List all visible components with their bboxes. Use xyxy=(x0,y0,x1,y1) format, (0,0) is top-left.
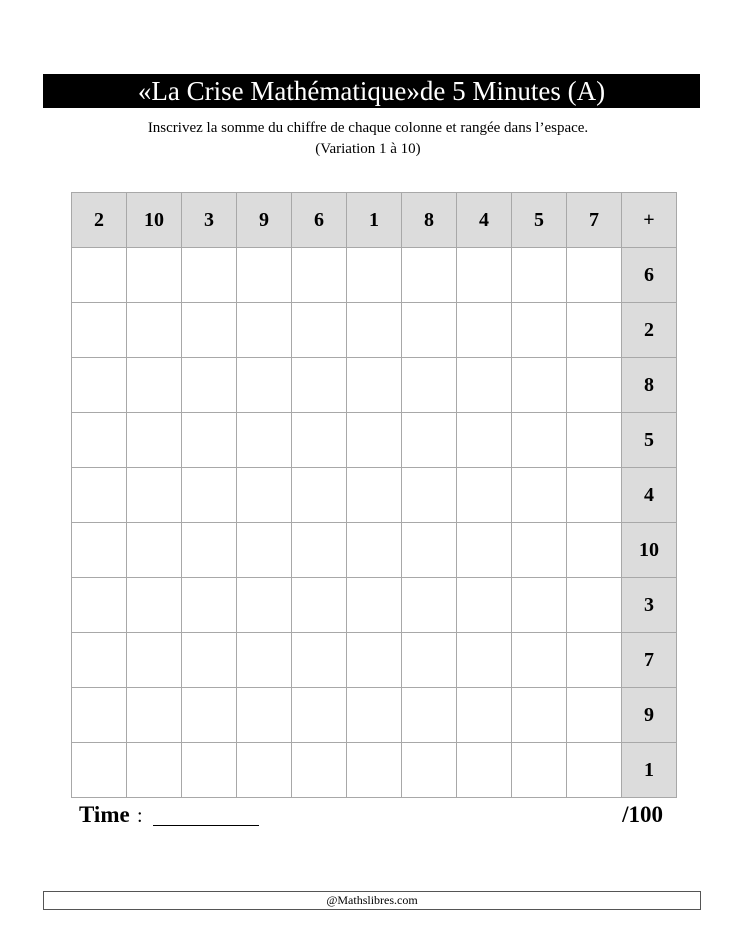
answer-cell[interactable] xyxy=(457,413,512,468)
grid-row xyxy=(72,633,677,688)
answer-cell[interactable] xyxy=(127,578,182,633)
grid-row xyxy=(72,413,677,468)
answer-cell[interactable] xyxy=(292,523,347,578)
column-header: 4 xyxy=(457,193,512,248)
answer-cell[interactable] xyxy=(182,523,237,578)
column-header: 7 xyxy=(567,193,622,248)
answer-cell[interactable] xyxy=(457,248,512,303)
answer-cell[interactable] xyxy=(237,688,292,743)
answer-cell[interactable] xyxy=(237,633,292,688)
row-header: 1 xyxy=(622,743,677,798)
answer-cell[interactable] xyxy=(182,248,237,303)
answer-cell[interactable] xyxy=(72,358,127,413)
grid-row xyxy=(72,358,677,413)
answer-cell[interactable] xyxy=(292,413,347,468)
answer-cell[interactable] xyxy=(127,523,182,578)
operator-cell: + xyxy=(622,193,677,248)
answer-cell[interactable] xyxy=(347,303,402,358)
column-header: 6 xyxy=(292,193,347,248)
answer-cell[interactable] xyxy=(457,578,512,633)
column-header: 2 xyxy=(72,193,127,248)
time-label: Time xyxy=(79,802,130,827)
answer-cell[interactable] xyxy=(127,633,182,688)
row-header: 6 xyxy=(622,248,677,303)
answer-cell[interactable] xyxy=(347,358,402,413)
footer-credit: @Mathslibres.com xyxy=(43,891,701,910)
row-header: 9 xyxy=(622,688,677,743)
grid-row xyxy=(72,523,677,578)
answer-cell[interactable] xyxy=(182,578,237,633)
answer-cell[interactable] xyxy=(402,633,457,688)
worksheet-title: «La Crise Mathématique»de 5 Minutes (A) xyxy=(43,74,700,108)
time-answer-line[interactable] xyxy=(153,825,259,826)
answer-cell[interactable] xyxy=(512,468,567,523)
answer-cell[interactable] xyxy=(292,358,347,413)
column-header: 9 xyxy=(237,193,292,248)
answer-cell[interactable] xyxy=(567,248,622,303)
answer-cell[interactable] xyxy=(457,303,512,358)
answer-cell[interactable] xyxy=(567,358,622,413)
answer-cell[interactable] xyxy=(402,743,457,798)
answer-cell[interactable] xyxy=(237,303,292,358)
answer-cell[interactable] xyxy=(292,303,347,358)
answer-cell[interactable] xyxy=(182,358,237,413)
answer-cell[interactable] xyxy=(237,743,292,798)
answer-cell[interactable] xyxy=(292,578,347,633)
grid-row xyxy=(72,303,677,358)
answer-cell[interactable] xyxy=(402,248,457,303)
answer-cell[interactable] xyxy=(292,743,347,798)
row-header: 4 xyxy=(622,468,677,523)
answer-cell[interactable] xyxy=(347,413,402,468)
answer-cell[interactable] xyxy=(182,743,237,798)
answer-cell[interactable] xyxy=(292,248,347,303)
answer-cell[interactable] xyxy=(567,523,622,578)
answer-cell[interactable] xyxy=(72,688,127,743)
grid-row xyxy=(72,578,677,633)
answer-cell[interactable] xyxy=(567,633,622,688)
answer-cell[interactable] xyxy=(457,523,512,578)
row-header: 2 xyxy=(622,303,677,358)
answer-cell[interactable] xyxy=(237,413,292,468)
answer-cell[interactable] xyxy=(402,413,457,468)
answer-cell[interactable] xyxy=(512,743,567,798)
answer-cell[interactable] xyxy=(512,248,567,303)
answer-cell[interactable] xyxy=(72,468,127,523)
answer-cell[interactable] xyxy=(567,468,622,523)
answer-cell[interactable] xyxy=(567,578,622,633)
answer-cell[interactable] xyxy=(457,688,512,743)
answer-cell[interactable] xyxy=(127,743,182,798)
answer-cell[interactable] xyxy=(512,358,567,413)
answer-cell[interactable] xyxy=(347,578,402,633)
instructions-line-2: (Variation 1 à 10) xyxy=(315,141,421,157)
instructions-line-1: Inscrivez la somme du chiffre de chaque colonne et rangée dans l’espace. xyxy=(147,120,589,136)
answer-cell[interactable] xyxy=(457,633,512,688)
answer-cell[interactable] xyxy=(347,468,402,523)
answer-cell[interactable] xyxy=(72,523,127,578)
grid-header-row xyxy=(72,193,677,248)
column-header: 8 xyxy=(402,193,457,248)
answer-cell[interactable] xyxy=(182,413,237,468)
answer-cell[interactable] xyxy=(292,688,347,743)
answer-cell[interactable] xyxy=(402,578,457,633)
answer-cell[interactable] xyxy=(402,358,457,413)
answer-cell[interactable] xyxy=(347,743,402,798)
answer-cell[interactable] xyxy=(127,248,182,303)
row-header: 7 xyxy=(622,633,677,688)
grid-row xyxy=(72,688,677,743)
grid-row xyxy=(72,468,677,523)
answer-cell[interactable] xyxy=(292,633,347,688)
answer-cell[interactable] xyxy=(72,413,127,468)
answer-cell[interactable] xyxy=(182,633,237,688)
answer-cell[interactable] xyxy=(402,303,457,358)
grid-row xyxy=(72,743,677,798)
grid-row xyxy=(72,248,677,303)
answer-cell[interactable] xyxy=(457,743,512,798)
answer-cell[interactable] xyxy=(127,688,182,743)
column-header: 3 xyxy=(182,193,237,248)
addition-grid xyxy=(71,192,677,798)
answer-cell[interactable] xyxy=(457,358,512,413)
answer-cell[interactable] xyxy=(127,413,182,468)
answer-cell[interactable] xyxy=(72,743,127,798)
answer-cell[interactable] xyxy=(127,303,182,358)
answer-cell[interactable] xyxy=(182,688,237,743)
answer-cell[interactable] xyxy=(237,578,292,633)
answer-cell[interactable] xyxy=(127,358,182,413)
row-header: 10 xyxy=(622,523,677,578)
answer-cell[interactable] xyxy=(512,413,567,468)
instructions xyxy=(0,118,736,160)
answer-cell[interactable] xyxy=(182,468,237,523)
answer-cell[interactable] xyxy=(567,303,622,358)
column-header: 10 xyxy=(127,193,182,248)
answer-cell[interactable] xyxy=(512,523,567,578)
answer-cell[interactable] xyxy=(347,523,402,578)
score-total: /100 xyxy=(622,802,663,827)
answer-cell[interactable] xyxy=(72,248,127,303)
answer-cell[interactable] xyxy=(237,358,292,413)
answer-cell[interactable] xyxy=(127,468,182,523)
answer-cell[interactable] xyxy=(402,688,457,743)
answer-cell[interactable] xyxy=(567,413,622,468)
answer-cell[interactable] xyxy=(512,578,567,633)
answer-cell[interactable] xyxy=(347,633,402,688)
column-header: 5 xyxy=(512,193,567,248)
answer-cell[interactable] xyxy=(512,688,567,743)
answer-cell[interactable] xyxy=(72,633,127,688)
answer-cell[interactable] xyxy=(182,303,237,358)
answer-cell[interactable] xyxy=(347,248,402,303)
row-header: 3 xyxy=(622,578,677,633)
time-colon: : xyxy=(137,805,143,827)
answer-cell[interactable] xyxy=(347,688,402,743)
answer-cell[interactable] xyxy=(237,468,292,523)
answer-cell[interactable] xyxy=(237,523,292,578)
answer-cell[interactable] xyxy=(402,523,457,578)
answer-cell[interactable] xyxy=(72,303,127,358)
answer-cell[interactable] xyxy=(402,468,457,523)
answer-cell[interactable] xyxy=(512,633,567,688)
answer-cell[interactable] xyxy=(567,743,622,798)
answer-cell[interactable] xyxy=(512,303,567,358)
answer-cell[interactable] xyxy=(237,248,292,303)
answer-cell[interactable] xyxy=(567,688,622,743)
answer-cell[interactable] xyxy=(72,578,127,633)
column-header: 1 xyxy=(347,193,402,248)
row-header: 8 xyxy=(622,358,677,413)
answer-cell[interactable] xyxy=(457,468,512,523)
answer-cell[interactable] xyxy=(292,468,347,523)
row-header: 5 xyxy=(622,413,677,468)
